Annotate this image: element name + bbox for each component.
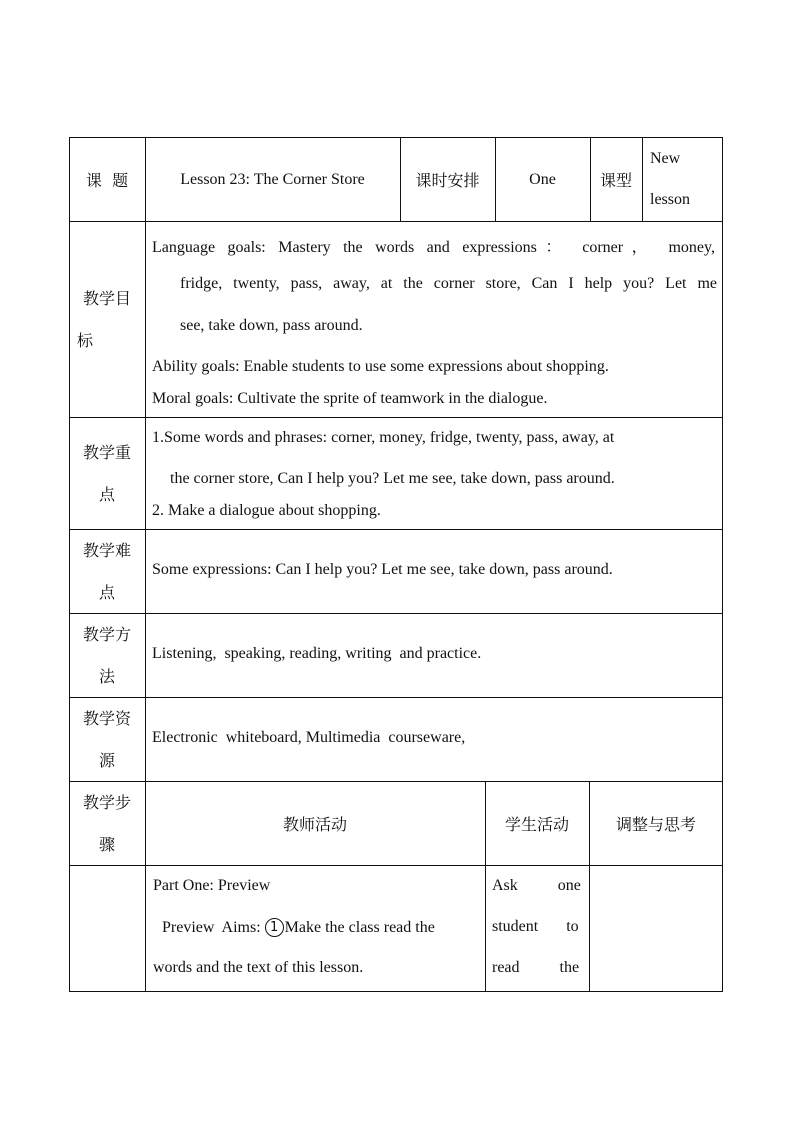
student-activity-header (485, 781, 590, 866)
goals-line-4: Ability goals: Enable students to use some expressions about shopping. (152, 358, 609, 375)
key-points-line-3: 2. Make a dialogue about shopping. (152, 502, 381, 519)
methods-content-cell (146, 613, 723, 698)
steps-label-cell (69, 781, 146, 866)
methods-label-cell (69, 613, 146, 698)
preview-aims-prefix: Preview Aims: (162, 919, 261, 936)
topic-label: 课 题 (85, 171, 129, 190)
schedule-value: One (529, 170, 556, 188)
part-one-title: Part One: Preview (153, 877, 271, 894)
key-points-line-1: 1.Some words and phrases: corner, money, fridge, twenty, pass, away, at (152, 429, 615, 446)
goals-line-3: see, take down, pass around. (180, 317, 363, 334)
student-line-1: Ask one (492, 877, 581, 894)
methods-label-line-2: 法 (98, 666, 115, 686)
goals-label-cell (69, 221, 146, 418)
type-value-line-1: New (650, 150, 681, 167)
difficulties-label-cell (69, 529, 146, 614)
methods-text: Listening, speaking, reading, writing and practice. (152, 645, 482, 662)
resources-content-cell (146, 697, 723, 782)
preview-aims-line-2: words and the text of this lesson. (153, 959, 364, 976)
resources-text: Electronic whiteboard, Multimedia courseware, (152, 729, 466, 746)
methods-label-line-1: 教学方 (82, 624, 131, 644)
type-value-cell (642, 137, 723, 222)
schedule-label: 课时安排 (415, 171, 480, 190)
key-points-content-cell (146, 417, 723, 530)
steps-label-line-1: 教学步 (82, 792, 131, 812)
lesson-title-cell (145, 137, 401, 222)
steps-label-line-2: 骤 (98, 834, 115, 854)
circled-number-marker: 1 (265, 918, 284, 937)
goals-line-5: Moral goals: Cultivate the sprite of teamwork in the dialogue. (152, 390, 548, 407)
teacher-activity-header (145, 781, 486, 866)
student-activity-label: 学生活动 (504, 815, 569, 834)
resources-label-line-1: 教学资 (82, 708, 131, 728)
part-one-student-cell (485, 865, 590, 992)
preview-aims-rest: Make the class read the (284, 919, 435, 936)
key-points-label-line-2: 点 (98, 484, 115, 504)
difficulties-label-line-2: 点 (98, 582, 115, 602)
key-points-label-cell (69, 417, 146, 530)
student-line-3: read the (492, 959, 580, 976)
difficulties-label-line-1: 教学难 (82, 540, 131, 560)
type-label-cell (590, 137, 643, 222)
reflection-header (589, 781, 723, 866)
goals-line-1: Language goals: Mastery the words and expressions： corner， money, (152, 239, 715, 256)
schedule-value-cell (495, 137, 591, 222)
key-points-line-2: the corner store, Can I help you? Let me see, take down, pass around. (170, 470, 615, 487)
goals-content-cell (146, 221, 723, 418)
part-one-label-cell (69, 865, 146, 992)
goals-label-line-2: 标 (77, 330, 94, 350)
resources-label-cell (69, 697, 146, 782)
preview-aims-line (162, 918, 435, 937)
student-line-2: student to (492, 918, 579, 935)
topic-label-cell (69, 137, 146, 222)
part-one-reflection-cell (589, 865, 723, 992)
difficulties-text: Some expressions: Can I help you? Let me see, take down, pass around. (152, 561, 613, 578)
difficulties-content-cell (146, 529, 723, 614)
key-points-label-line-1: 教学重 (82, 442, 131, 462)
resources-label-line-2: 源 (98, 750, 115, 770)
schedule-label-cell (400, 137, 496, 222)
teacher-activity-label: 教师活动 (282, 815, 347, 834)
lesson-title: Lesson 23: The Corner Store (180, 170, 365, 188)
type-value-line-2: lesson (650, 191, 690, 208)
goals-label-line-1: 教学目 (82, 288, 131, 308)
reflection-label: 调整与思考 (615, 815, 696, 834)
part-one-teacher-cell (145, 865, 486, 992)
type-label: 课型 (599, 171, 632, 190)
goals-line-2: fridge, twenty, pass, away, at the corner store, Can I help you? Let me (180, 275, 717, 292)
